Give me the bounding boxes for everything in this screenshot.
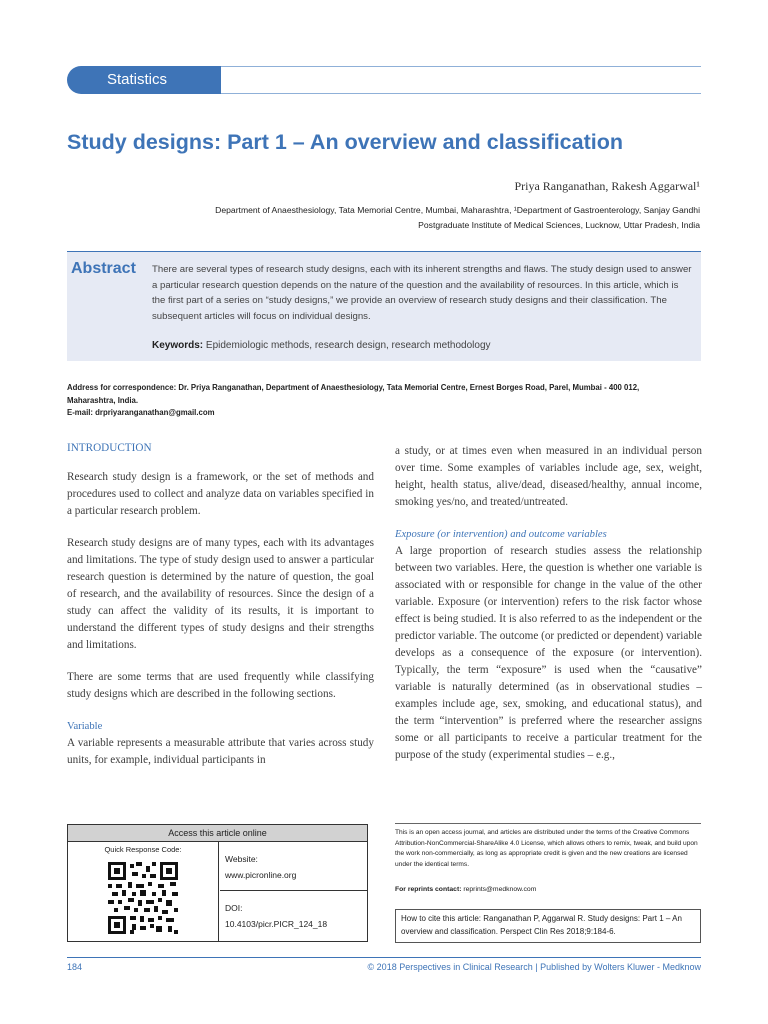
citation-box: How to cite this article: Ranganathan P, Aggarwal R. Study designs: Part 1 – An overview and classification. Perspect Clin Res 2018;9:184-6.	[395, 909, 701, 943]
doi-label: DOI:	[225, 903, 243, 913]
paragraph: There are some terms that are used frequently while classifying study designs which are described in the following sections.	[67, 671, 374, 700]
reprints-label: For reprints contact:	[395, 886, 462, 893]
license-divider	[395, 823, 701, 824]
qr-cell	[68, 842, 219, 941]
keywords-label: Keywords:	[152, 340, 204, 351]
access-header: Access this article online	[68, 825, 367, 842]
license-text: This is an open access journal, and articles are distributed under the terms of the Creative Commons Attribution-NonCommercial-ShareAlike 4.0 License, which allows others to remix, tweak, and build upon the work non-commercially, as long as appropriate credit is given and the new creations are licensed under the identical terms.	[395, 829, 698, 868]
footer-publisher: © 2018 Perspectives in Clinical Research | Published by Wolters Kluwer - Medknow	[367, 962, 701, 972]
introduction-heading: INTRODUCTION	[67, 442, 152, 454]
correspondence-line-1: Address for correspondence: Dr. Priya Ranganathan, Department of Anaesthesiology, Tata Memorial Centre, Ernest Borges Road, Parel, Mumbai - 400 012,	[67, 383, 640, 392]
variable-heading: Variable	[67, 721, 103, 732]
paragraph: a study, or at times even when measured in an individual person over time. Some examples of variables include age, sex, weight, height, health status, alive/dead, diseased/healthy, annual income, smoking yes/no, and treated/untreated.	[395, 445, 702, 508]
abstract-box	[67, 251, 701, 361]
article-links-cell	[220, 842, 367, 941]
article-title: Study designs: Part 1 – An overview and classification	[67, 130, 623, 154]
paragraph: Research study designs are of many types, each with its advantages and limitations. The type of study design used to answer a particular research question is determined by the nature of question, the goal of research, and the availability of resources. Since the design of a study can affect the validity of its results, it is important to understand the different types of study designs and their strengths and limitations.	[67, 537, 374, 651]
page-number: 184	[67, 962, 83, 972]
abstract-label: Abstract	[71, 260, 136, 277]
paragraph: A variable represents a measurable attribute that varies across study units, for example, individual participants in	[67, 737, 374, 766]
website-cell	[220, 842, 367, 891]
section-rule	[221, 66, 701, 94]
affiliations	[100, 203, 700, 233]
left-column	[67, 440, 374, 769]
keywords-text: Epidemiologic methods, research design, research methodology	[205, 340, 491, 351]
paragraph: Research study design is a framework, or the set of methods and procedures used to collect and analyze data on variables specified in a particular research problem.	[67, 471, 374, 517]
abstract-text: There are several types of research study designs, each with its inherent strengths and flaws. The study design used to answer a particular research question depends on the nature of the question and the availability of resources. In this article, which is the first part of a series on “study designs,” we provide an overview of research study designs and their classification. The subsequent articles will focus on individual designs.	[152, 264, 692, 322]
website-link[interactable]: www.picronline.org	[225, 870, 297, 880]
correspondence	[67, 382, 707, 420]
keywords	[152, 340, 692, 351]
correspondence-line-2: Maharashtra, India.	[67, 395, 139, 405]
doi-cell	[220, 891, 367, 940]
correspondence-email: E-mail: drpriyaranganathan@gmail.com	[67, 408, 215, 417]
paragraph: A large proportion of research studies assess the relationship between two variables. Here, the question is whether one variable is associated with or responsible for change in the value of the other variable. Exposure (or intervention) refers to the risk factor whose effect is being studied. It is also referred to as the independent or the predictor variable. The outcome (or predicted or dependent) variable develops as a consequence of the exposure (or intervention). Typically, the term “exposure” is used when the “causative” variable is naturally determined (as in observational studies – examples include age, sex, smoking, and educational status), and the term “intervention” is preferred where the researcher assigns some or all participants to receive a particular treatment for the purpose of the study (experimental studies – e.g.,	[395, 545, 703, 761]
right-column	[395, 443, 702, 764]
footer-divider	[67, 957, 701, 958]
doi-link[interactable]: 10.4103/picr.PICR_124_18	[225, 919, 328, 929]
section-tab	[67, 66, 221, 94]
authors: Priya Ranganathan, Rakesh Aggarwal¹	[514, 179, 700, 193]
affiliation-line-1: Department of Anaesthesiology, Tata Memorial Centre, Mumbai, Maharashtra, ¹Department of Gastroenterology, Sanjay Gandhi	[215, 205, 700, 215]
exposure-heading: Exposure (or intervention) and outcome variables	[395, 529, 607, 540]
access-article-box	[67, 824, 368, 942]
reprints-email[interactable]: reprints@medknow.com	[463, 886, 537, 893]
qr-code-icon[interactable]	[108, 862, 178, 934]
section-label: Statistics	[107, 71, 168, 88]
qr-label: Quick Response Code:	[104, 845, 182, 854]
reprints-contact	[395, 886, 536, 893]
affiliation-line-2: Postgraduate Institute of Medical Sciences, Lucknow, Uttar Pradesh, India	[418, 220, 700, 230]
website-label: Website:	[225, 854, 258, 864]
